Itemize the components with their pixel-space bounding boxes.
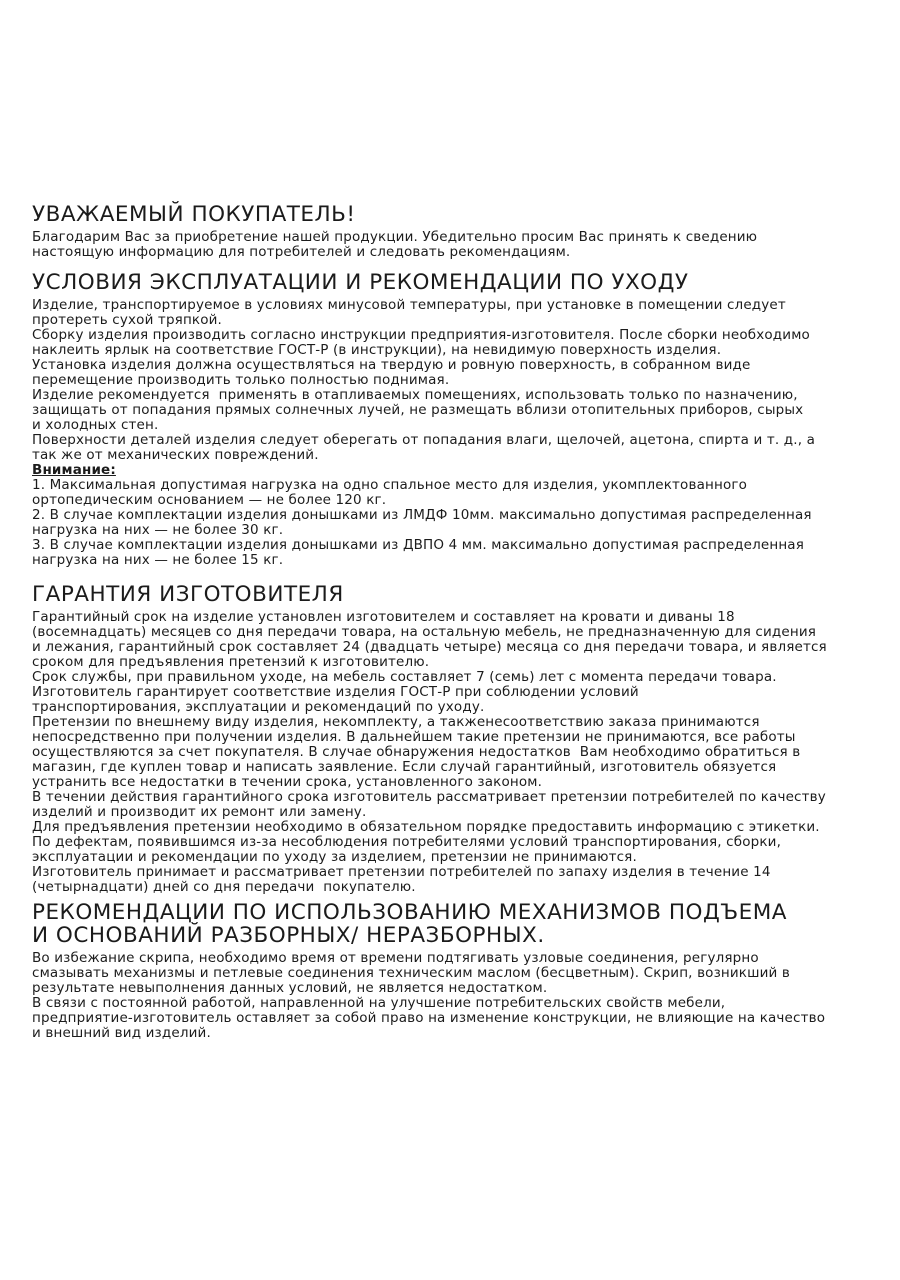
text-line: нагрузка на них — не более 30 кг. (32, 522, 284, 538)
text-line: непосредственно при получении изделия. В дальнейшем такие претензии не принимаются, все работы (32, 729, 796, 745)
paragraph (32, 230, 884, 260)
heading-line: И ОСНОВАНИЙ РАЗБОРНЫХ/ НЕРАЗБОРНЫХ. (32, 923, 545, 948)
text-line: Для предъявления претензии необходимо в обязательном порядке предоставить информацию с этикетки. (32, 819, 820, 835)
text-line: 1. Максимальная допустимая нагрузка на одно спальное место для изделия, укомплектованного (32, 477, 748, 493)
text-line: результате невыполнения данных условий, не является недостатком. (32, 980, 548, 996)
section-mechanisms (32, 901, 884, 1041)
text-line: Изделие, транспортируемое в условиях минусовой температуры, при установке в помещении следует (32, 297, 786, 313)
text-line: транспортирования, эксплуатации и рекомендаций по уходу. (32, 699, 485, 715)
text-line: эксплуатации и рекомендации по уходу за изделием, претензии не принимаются. (32, 849, 637, 865)
text-line: осуществляются за счет покупателя. В случае обнаружения недостатков Вам необходимо обратиться в (32, 744, 801, 760)
text-line: Срок службы, при правильном уходе, на мебель составляет 7 (семь) лет с момента передачи товара. (32, 669, 777, 685)
text-line: устранить все недостатки в течении срока, установленного законом. (32, 774, 543, 790)
text-line: В связи с постоянной работой, направленной на улучшение потребительских свойств мебели, (32, 995, 726, 1011)
text-line: Благодарим Вас за приобретение нашей продукции. Убедительно просим Вас принять к сведению (32, 229, 758, 245)
text-line: и холодных стен. (32, 417, 159, 433)
paragraph (32, 298, 884, 463)
text-line: нагрузка на них — не более 15 кг. (32, 552, 284, 568)
paragraph (32, 478, 884, 568)
text-line: Изготовитель принимает и рассматривает претензии потребителей по запаху изделия в течение 14 (32, 864, 771, 880)
document-body (32, 203, 884, 1041)
text-line: Изготовитель гарантирует соответствие изделия ГОСТ-Р при соблюдении условий (32, 684, 639, 700)
text-line: 2. В случае комплектации изделия донышками из ЛМДФ 10мм. максимально допустимая распределенная (32, 507, 812, 523)
text-line: Поверхности деталей изделия следует оберегать от попадания влаги, щелочей, ацетона, спирта и т. д., а (32, 432, 816, 448)
text-line: магазин, где куплен товар и написать заявление. Если случай гарантийный, изготовитель обязуется (32, 759, 777, 775)
heading-line: УВАЖАЕМЫЙ ПОКУПАТЕЛЬ! (32, 202, 356, 227)
text-line: перемещение производить только полностью поднимая. (32, 372, 450, 388)
text-line: и лежания, гарантийный срок составляет 24 (двадцать четыре) месяца со дня передачи товара, и является (32, 639, 827, 655)
text-line: Сборку изделия производить согласно инструкции предприятия-изготовителя. После сборки необходимо (32, 327, 810, 343)
section-heading-greeting (32, 203, 884, 226)
paragraph (32, 951, 884, 1041)
text-line: изделий и производит их ремонт или замену. (32, 804, 367, 820)
section-heading-mechanisms (32, 901, 884, 947)
text-line: Претензии по внешнему виду изделия, некомплекту, а такженесоответствию заказа принимаются (32, 714, 760, 730)
section-heading-warranty (32, 583, 884, 606)
text-line: Внимание: (32, 462, 116, 478)
text-line: сроком для предъявления претензий к изготовителю. (32, 654, 430, 670)
text-line: наклеить ярлык на соответствие ГОСТ-Р (в инструкции), на невидимую поверхность изделия. (32, 342, 722, 358)
text-line: настоящую информацию для потребителей и следовать рекомендациям. (32, 244, 571, 260)
heading-line: УСЛОВИЯ ЭКСПЛУАТАЦИИ И РЕКОМЕНДАЦИИ ПО УХОДУ (32, 270, 689, 295)
text-line: (четырнадцати) дней со дня передачи покупателю. (32, 879, 416, 895)
text-line: защищать от попадания прямых солнечных лучей, не размещать вблизи отопительных приборов, сырых (32, 402, 804, 418)
text-line: (восемнадцать) месяцев со дня передачи товара, на остальную мебель, не предназначенную для сидения (32, 624, 817, 640)
section-greeting (32, 203, 884, 260)
text-line: и внешний вид изделий. (32, 1025, 211, 1041)
text-line: Во избежание скрипа, необходимо время от времени подтягивать узловые соединения, регулярно (32, 950, 759, 966)
text-line: смазывать механизмы и петлевые соединения техническим маслом (бесцветным). Скрип, возникший в (32, 965, 791, 981)
text-line: По дефектам, появившимся из-за несоблюдения потребителями условий транспортирования, сборки, (32, 834, 782, 850)
text-line: Изделие рекомендуется применять в отапливаемых помещениях, использовать только по назначению, (32, 387, 798, 403)
text-line: так же от механических повреждений. (32, 447, 319, 463)
heading-line: ГАРАНТИЯ ИЗГОТОВИТЕЛЯ (32, 582, 344, 607)
attention-label (32, 463, 884, 478)
text-line: Установка изделия должна осуществляться на твердую и ровную поверхность, в собранном виде (32, 357, 751, 373)
text-line: протереть сухой тряпкой. (32, 312, 222, 328)
section-warranty (32, 583, 884, 895)
section-heading-usage (32, 271, 884, 294)
text-line: Гарантийный срок на изделие установлен изготовителем и составляет на кровати и диваны 18 (32, 609, 735, 625)
paragraph (32, 610, 884, 895)
text-line: В течении действия гарантийного срока изготовитель рассматривает претензии потребителей по качеству (32, 789, 826, 805)
text-line: 3. В случае комплектации изделия донышками из ДВПО 4 мм. максимально допустимая распределенная (32, 537, 805, 553)
heading-line: РЕКОМЕНДАЦИИ ПО ИСПОЛЬЗОВАНИЮ МЕХАНИЗМОВ ПОДЪЕМА (32, 900, 788, 925)
text-line: предприятие-изготовитель оставляет за собой право на изменение конструкции, не влияющие на качество (32, 1010, 826, 1026)
section-usage (32, 271, 884, 568)
text-line: ортопедическим основанием — не более 120 кг. (32, 492, 387, 508)
